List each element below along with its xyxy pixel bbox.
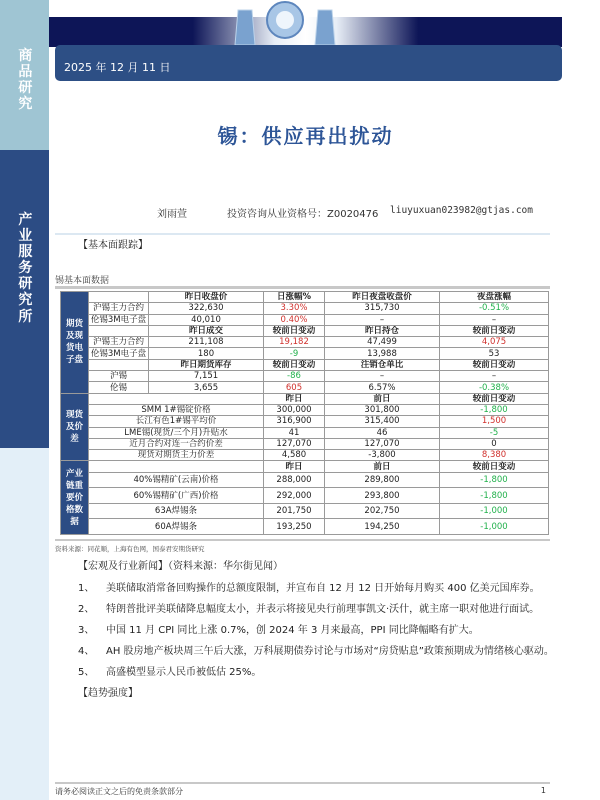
table-cell: 194,250 (325, 519, 440, 535)
news-number: 5、 (78, 667, 95, 678)
news-number: 2、 (78, 604, 95, 615)
table-cell: 201,750 (264, 503, 325, 519)
row-label: 沪锡主力合约 (89, 337, 149, 348)
table-cell: -86 (264, 371, 325, 382)
table-cell: -9 (264, 348, 325, 359)
table-cell: 夜盘涨幅 (440, 292, 549, 303)
table-cell: 昨日持仓 (325, 325, 440, 336)
news-item (78, 643, 560, 661)
page-title: 锡：供应再出扰动 (217, 124, 394, 148)
table-cell: 180 (149, 348, 264, 359)
table-cell: 6.57% (325, 382, 440, 393)
table-cell: 46 (325, 427, 440, 438)
news-item (78, 601, 560, 619)
table-bottom-rule (55, 539, 550, 541)
footer-rule (55, 782, 550, 784)
table-cell: 202,750 (325, 503, 440, 519)
row-label (89, 325, 149, 336)
table-cell: – (325, 314, 440, 325)
tin-fundamentals-table (60, 291, 549, 535)
table-cell: – (440, 314, 549, 325)
table-cell: 前日 (325, 461, 440, 472)
table-cell: 53 (440, 348, 549, 359)
table-cell: -1,800 (440, 488, 549, 504)
news-text: AH 股房地产板块周三午后大涨，万科展期债券讨论与市场对“房贷贴息”政策预期成为情绪核心驱动。 (106, 646, 554, 657)
row-label: 近月合约对连一合约价差 (89, 438, 264, 449)
table-row (61, 337, 549, 348)
table-cell: 0.40% (264, 314, 325, 325)
table-cell: 315,730 (325, 303, 440, 314)
news-text: 高盛模型显示人民币被低估 25%。 (106, 667, 262, 678)
footer (55, 786, 550, 797)
row-label (89, 393, 264, 404)
table-row (61, 450, 549, 461)
news-text: 美联储取消常备回购操作的总额度限制，并宣布自 12 月 12 日开始每月购买 400 亿美元国库券。 (106, 583, 540, 594)
table-cell: -1,800 (440, 404, 549, 415)
table-cell: 13,988 (325, 348, 440, 359)
table-cell: 1,500 (440, 416, 549, 427)
author-email[interactable]: liuyuxuan023982@gtjas.com (390, 205, 533, 216)
divider (55, 233, 550, 235)
row-label: 沪锡 (89, 371, 149, 382)
footer-disclaimer: 请务必阅读正文之后的免责条款部分 (55, 787, 183, 796)
group-label: 期货及现货电子盘 (61, 292, 89, 394)
table-cell: 较前日变动 (440, 359, 549, 370)
news-list (78, 580, 560, 682)
table-cell: -1,800 (440, 472, 549, 488)
table-cell: 19,182 (264, 337, 325, 348)
news-heading: 【宏观及行业新闻】（资料来源：华尔街见闻） (78, 561, 283, 572)
table-row (61, 461, 549, 472)
author-name: 刘雨萱 (157, 209, 187, 220)
news-number: 1、 (78, 583, 95, 594)
group-label: 现货及价差 (61, 393, 89, 461)
table-row (61, 303, 549, 314)
table-top-rule (55, 286, 550, 289)
table-row (61, 348, 549, 359)
news-item (78, 622, 560, 640)
row-label: 60A焊锡条 (89, 519, 264, 535)
sidebar-bottom (0, 448, 49, 800)
table-cell: – (325, 371, 440, 382)
row-label: 伦锡3M电子盘 (89, 314, 149, 325)
table-row (61, 314, 549, 325)
table-cell: 8,380 (440, 450, 549, 461)
table-title: 锡基本面数据 (55, 276, 110, 286)
table-row (61, 359, 549, 370)
sidebar-label-commodity-research: 商品研究 (18, 48, 33, 113)
table-row (61, 472, 549, 488)
table-cell: 昨日夜盘收盘价 (325, 292, 440, 303)
table-cell: 211,108 (149, 337, 264, 348)
table-cell: 昨日收盘价 (149, 292, 264, 303)
table-cell: 注销仓单比 (325, 359, 440, 370)
table-cell: 300,000 (264, 404, 325, 415)
news-number: 4、 (78, 646, 95, 657)
table-cell: 289,800 (325, 472, 440, 488)
table-row (61, 382, 549, 393)
news-item (78, 664, 560, 682)
table-cell: 较前日变动 (440, 393, 549, 404)
table-cell: 较前日变动 (440, 325, 549, 336)
table-row (61, 438, 549, 449)
row-label: 60%锡精矿(广西)价格 (89, 488, 264, 504)
table-cell: 昨日 (264, 393, 325, 404)
table-row (61, 292, 549, 303)
table-cell: 4,580 (264, 450, 325, 461)
table-cell: 昨日期货库存 (149, 359, 264, 370)
row-label: 沪锡主力合约 (89, 303, 149, 314)
table-cell: 292,000 (264, 488, 325, 504)
table-cell: 47,499 (325, 337, 440, 348)
table-cell: 较前日变动 (440, 461, 549, 472)
table-cell: 288,000 (264, 472, 325, 488)
row-label (89, 292, 149, 303)
table-cell: 316,900 (264, 416, 325, 427)
table-cell: -3,800 (325, 450, 440, 461)
table-cell: 3,655 (149, 382, 264, 393)
news-section (78, 558, 560, 707)
table-cell: 193,250 (264, 519, 325, 535)
table-cell: 较前日变动 (264, 359, 325, 370)
news-text: 中国 11 月 CPI 同比上涨 0.7%，创 2024 年 3 月来最高，PPI 同比降幅略有扩大。 (106, 625, 479, 636)
table-cell: 293,800 (325, 488, 440, 504)
table-cell: 127,070 (264, 438, 325, 449)
table-row (61, 488, 549, 504)
table-cell: 前日 (325, 393, 440, 404)
diamond-logo-icon (230, 0, 340, 47)
table-cell: 41 (264, 427, 325, 438)
table-row (61, 404, 549, 415)
table-row (61, 427, 549, 438)
table-cell: 7,151 (149, 371, 264, 382)
table-cell: 4,075 (440, 337, 549, 348)
table-cell: 昨日成交 (149, 325, 264, 336)
table-cell: 322,630 (149, 303, 264, 314)
row-label (89, 461, 264, 472)
news-number: 3、 (78, 625, 95, 636)
sidebar-label-industry-institute: 产业服务研究所 (18, 212, 33, 325)
table-row (61, 519, 549, 535)
table-row (61, 325, 549, 336)
news-item (78, 580, 560, 598)
author-license: 投资咨询从业资格号：Z0020476 (227, 209, 379, 220)
table-cell: – (440, 371, 549, 382)
page-number: 1 (540, 786, 546, 795)
row-label: 长江有色1#锡平均价 (89, 416, 264, 427)
table-cell: -0.38% (440, 382, 549, 393)
date-bar (55, 45, 562, 81)
table-cell: 日涨幅% (264, 292, 325, 303)
row-label: SMM 1#锡锭价格 (89, 404, 264, 415)
trend-heading: 【趋势强度】 (78, 688, 138, 699)
table-row (61, 371, 549, 382)
row-label (89, 359, 149, 370)
table-row (61, 393, 549, 404)
row-label: LME锡(现货/三个月)升贴水 (89, 427, 264, 438)
fundamentals-heading: 【基本面跟踪】 (78, 240, 148, 251)
row-label: 现货对期货主力价差 (89, 450, 264, 461)
table-cell: 127,070 (325, 438, 440, 449)
table-cell: -5 (440, 427, 549, 438)
table-row (61, 416, 549, 427)
table-cell: 0 (440, 438, 549, 449)
table-cell: -0.51% (440, 303, 549, 314)
row-label: 伦锡3M电子盘 (89, 348, 149, 359)
table-cell: 40,010 (149, 314, 264, 325)
group-label: 产业链重要价格数据 (61, 461, 89, 534)
table-row (61, 503, 549, 519)
news-text: 特朗普批评美联储降息幅度太小，并表示将接见央行前理事凯文·沃什，就主席一职对他进行面试。 (106, 604, 540, 615)
table-cell: 昨日 (264, 461, 325, 472)
table-cell: 较前日变动 (264, 325, 325, 336)
report-date: 2025 年 12 月 11 日 (64, 61, 171, 74)
table-cell: -1,000 (440, 503, 549, 519)
table-cell: 301,800 (325, 404, 440, 415)
table-cell: 315,400 (325, 416, 440, 427)
table-source: 资料来源：同花顺，上海有色网，国泰君安期货研究 (55, 545, 205, 553)
row-label: 40%锡精矿(云南)价格 (89, 472, 264, 488)
table-cell: 3.30% (264, 303, 325, 314)
table-cell: 605 (264, 382, 325, 393)
row-label: 63A焊锡条 (89, 503, 264, 519)
row-label: 伦锡 (89, 382, 149, 393)
table-cell: -1,000 (440, 519, 549, 535)
